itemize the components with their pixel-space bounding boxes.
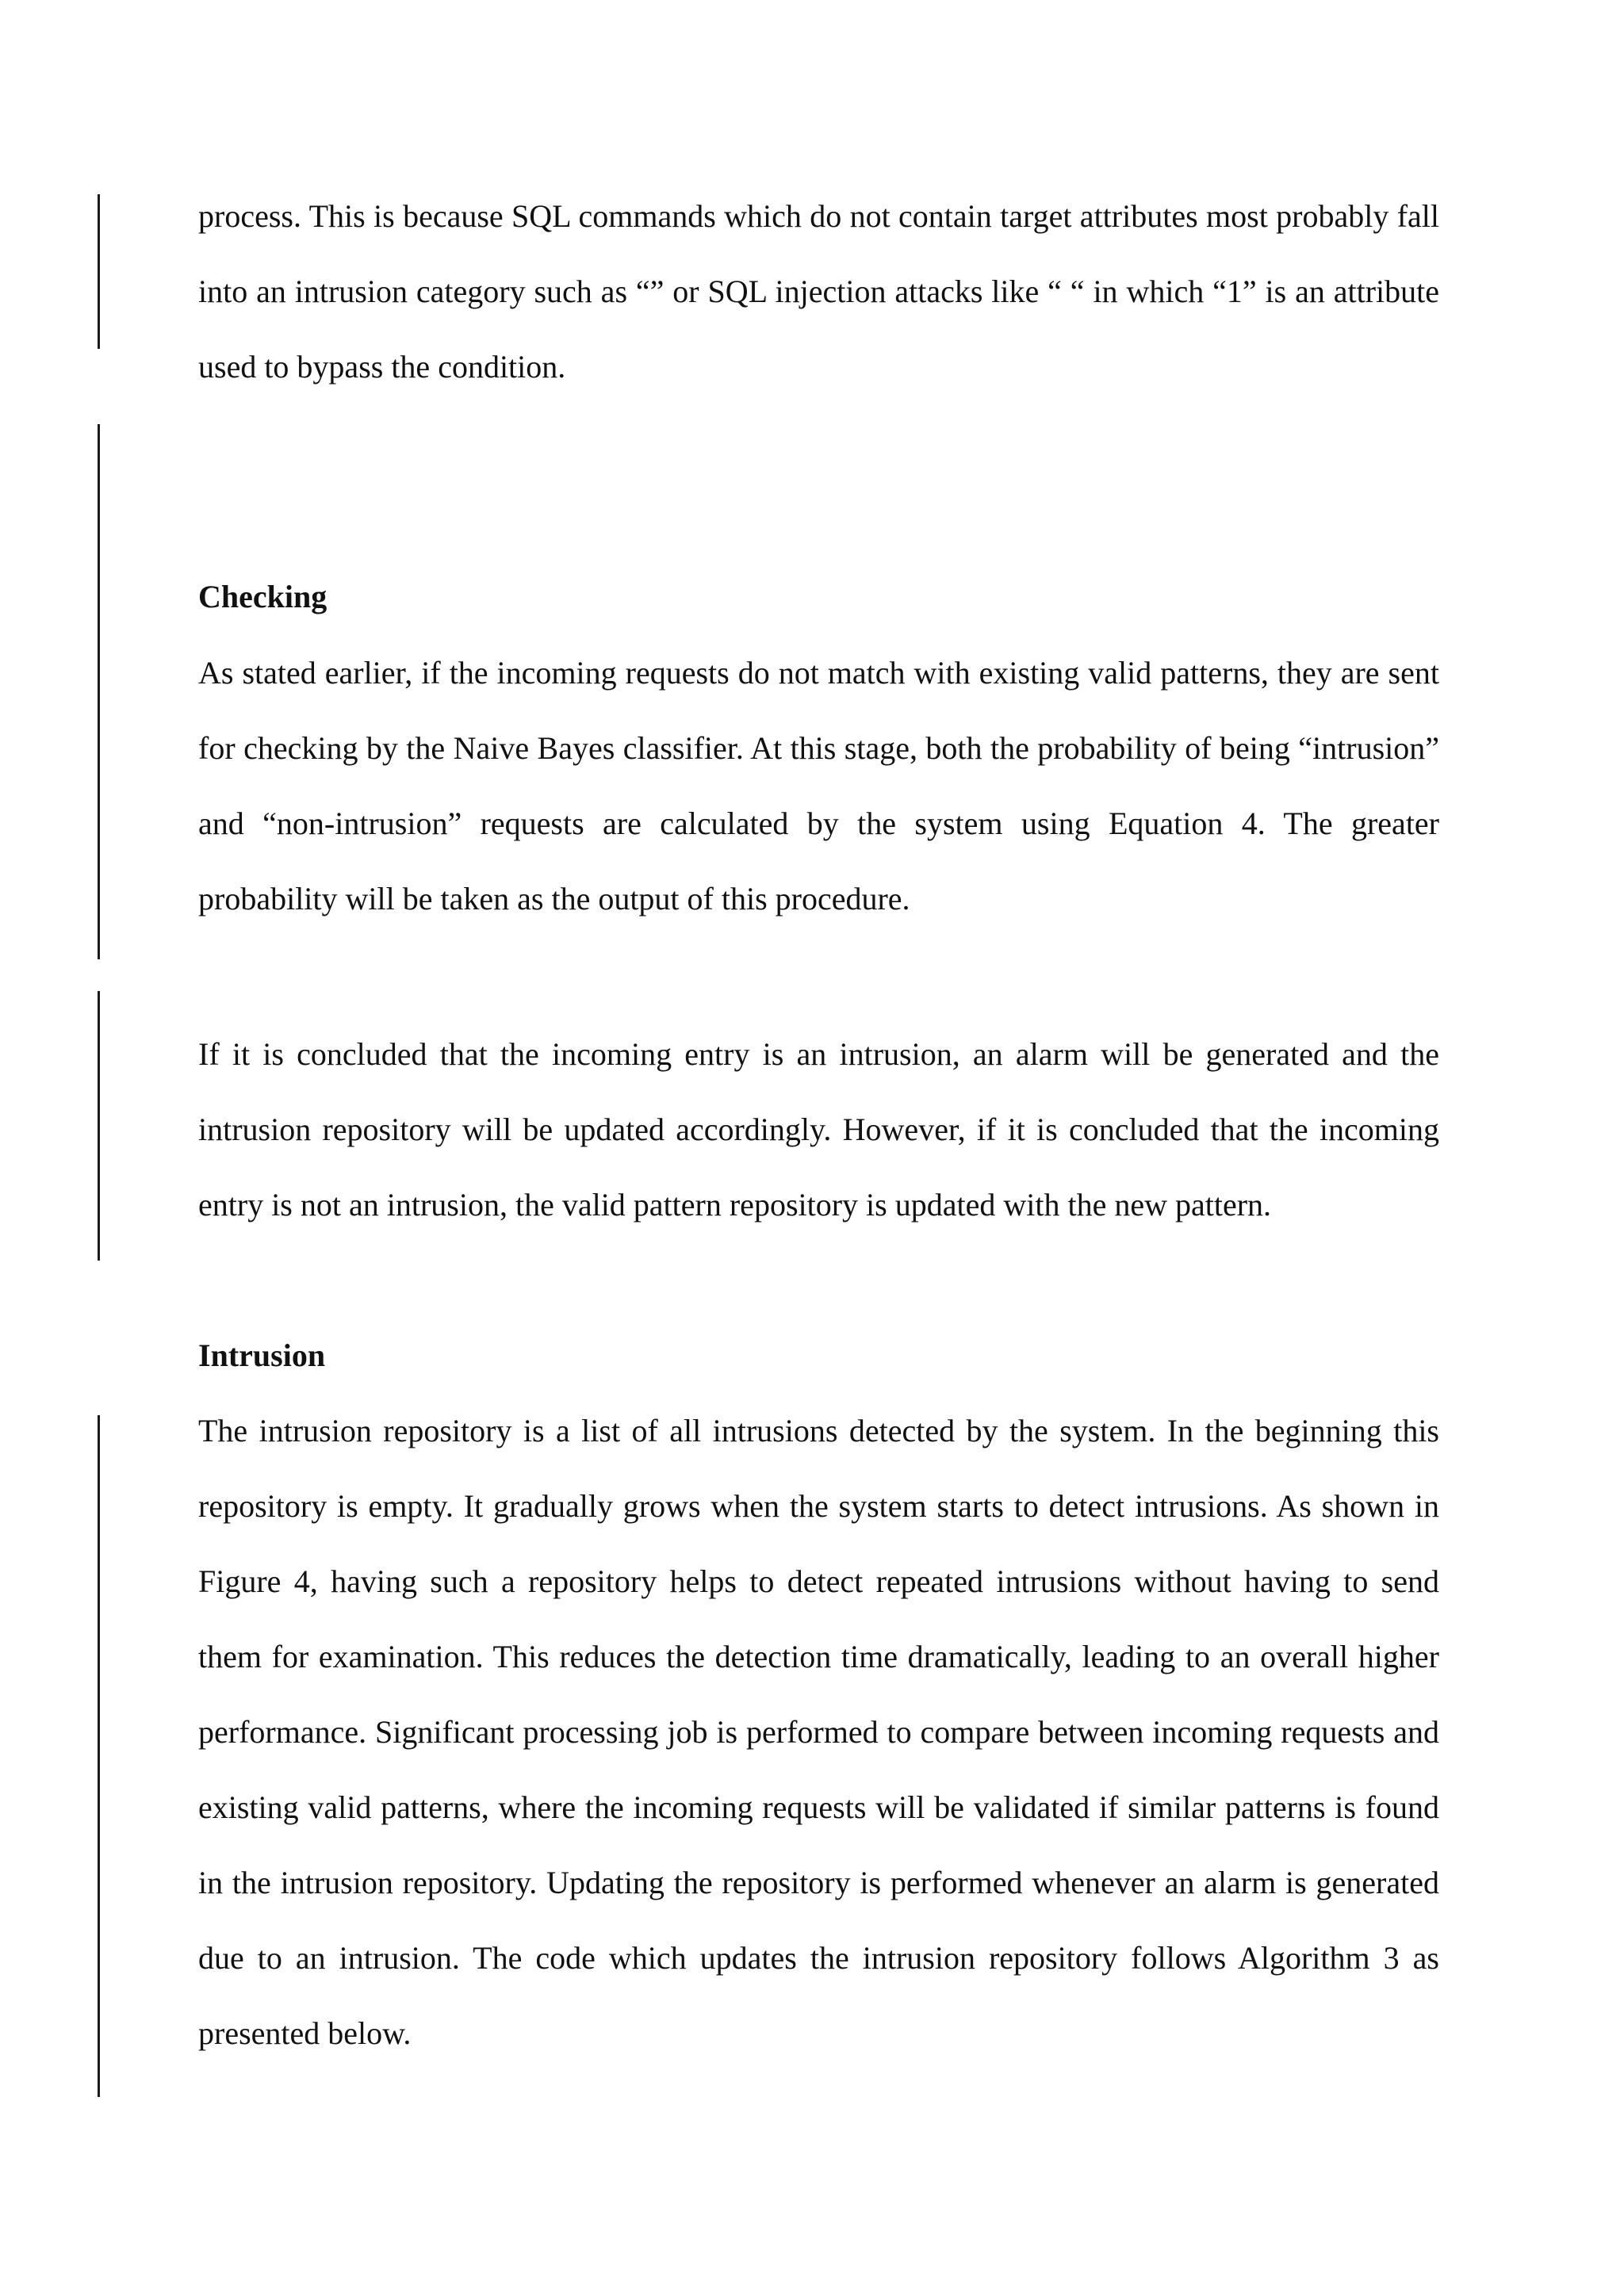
paragraph-intrusion-repository: The intrusion repository is a list of all intrusions detected by the system. In the beginning this repository is empty. It gradually grows when the system starts to detect intrusions. As shown in Figure 4, having such a repository helps to detect repeated intrusions without having to send them for examination. This reduces the detection time dramatically, leading to an overall higher performance. Significant processing job is performed to compare between incoming requests and existing valid patterns, where the incoming requests will be validated if similar patterns is found in the intrusion repository. Updating the repository is performed whenever an alarm is generated due to an intrusion. The code which updates the intrusion repository follows Algorithm 3 as presented below. — [198, 1413, 1439, 2051]
change-bar — [98, 1415, 100, 2097]
heading-checking: Checking — [198, 579, 327, 614]
heading-intrusion: Intrusion — [198, 1337, 326, 1373]
paragraph-alarm: If it is concluded that the incoming entry is an intrusion, an alarm will be generated and the intrusion repository will be updated accordingly. However, if it is concluded that the incoming entry is not an intrusion, the valid pattern repository is updated with the new pattern. — [198, 1036, 1439, 1223]
change-bar — [98, 991, 100, 1261]
change-bar — [98, 194, 100, 349]
change-bar — [98, 424, 100, 959]
paragraph-checking: As stated earlier, if the incoming requests do not match with existing valid patterns, they are sent for checking by the Naive Bayes classifier. At this stage, both the probability of being “intrusion” and “non-intrusion” requests are calculated by the system using Equation 4. The greater probability will be taken as the output of this procedure. — [198, 655, 1439, 916]
paragraph-intro: process. This is because SQL commands which do not contain target attributes most probably fall into an intrusion category such as “” or SQL injection attacks like “ “ in which “1” is an attribute used to bypass the condition. — [198, 198, 1439, 385]
